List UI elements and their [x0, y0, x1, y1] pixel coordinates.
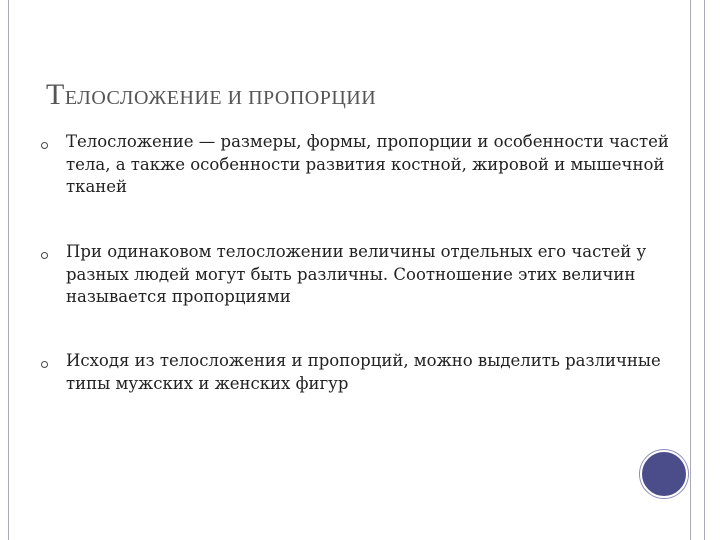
list-item	[40, 241, 686, 309]
decorative-circle-icon	[640, 450, 688, 498]
title-rest: ЕЛОСЛОЖЕНИЕ И ПРОПОРЦИИ	[64, 87, 377, 109]
bullet-text: При одинаковом телосложении величины отдельных его частей у разных людей могут быть различны. Соотношение этих величин называется пропорциями	[66, 242, 647, 306]
bullet-circle-icon	[41, 142, 48, 149]
frame-line-right-inner	[704, 0, 705, 540]
bullet-circle-icon	[41, 252, 48, 259]
frame-line-left	[8, 0, 9, 540]
frame-line-right-outer	[690, 0, 691, 540]
title-first-letter: Т	[46, 78, 65, 111]
list-item	[40, 350, 686, 395]
bullet-text: Исходя из телосложения и пропорций, можно выделить различные типы мужских и женских фигур	[66, 351, 661, 393]
list-item	[40, 131, 686, 199]
slide-title	[46, 78, 666, 114]
bullet-circle-icon	[41, 361, 48, 368]
bullet-text: Телосложение — размеры, формы, пропорции и особенности частей тела, а также особенности развития костной, жировой и мышечной тканей	[66, 132, 669, 196]
